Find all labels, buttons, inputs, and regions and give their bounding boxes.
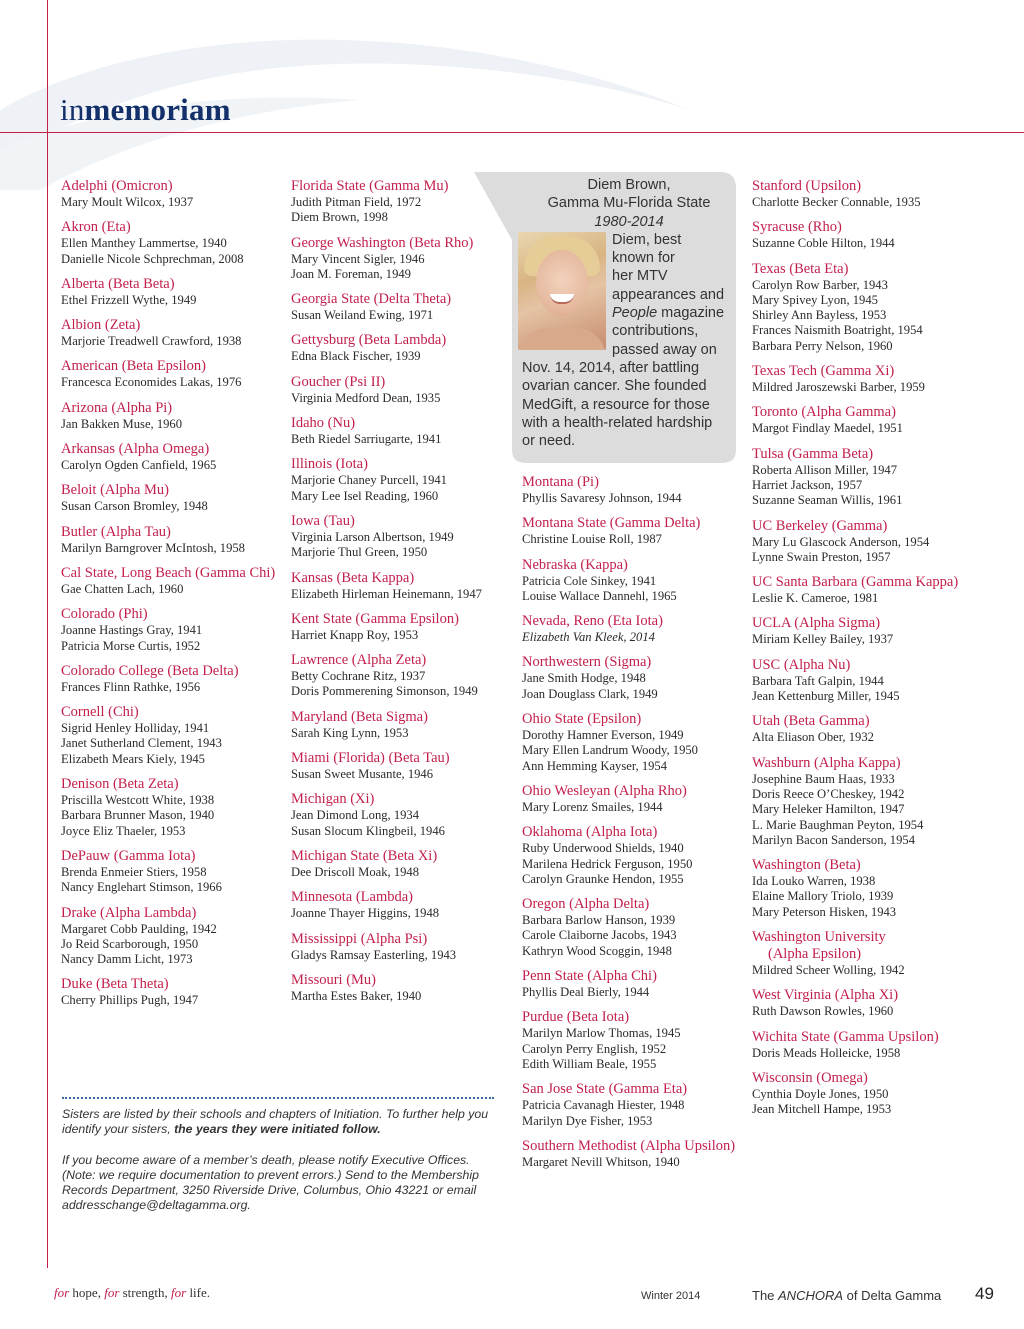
member-name: Judith Pitman Field, 1972 (291, 195, 422, 209)
feature-line: contributions, (612, 323, 699, 340)
member-name: Suzanne Seaman Willis, 1961 (752, 493, 903, 508)
chapter-entry (752, 755, 992, 848)
chapter-heading: Butler (Alpha Tau) (61, 523, 171, 540)
feature-line: appearances and (612, 286, 725, 303)
chapter-entry (752, 518, 992, 566)
member-name: Patricia Cole Sinkey, 1941 (522, 573, 657, 588)
chapter-entry (522, 515, 750, 547)
chapter-entry (752, 657, 992, 705)
chapter-heading: Oklahoma (Alpha Iota) (522, 824, 658, 841)
chapter-heading: Kent State (Gamma Epsilon) (291, 610, 459, 627)
chapter-entry (291, 889, 519, 921)
chapter-heading: Washburn (Alpha Kappa) (752, 754, 901, 771)
chapter-heading: Illinois (Iota) (291, 456, 368, 473)
member-name: Gae Chatten Lach, 1960 (61, 581, 184, 596)
member-name: Sigrid Henley Holliday, 1941 (61, 721, 210, 736)
chapter-entry (752, 857, 992, 920)
chapter-heading: Arizona (Alpha Pi) (61, 399, 173, 416)
tagline: for hope, for strength, for life. (54, 1285, 211, 1300)
chapter-entry (61, 358, 289, 390)
member-name: Mary Vincent Sigler, 1946 (291, 251, 425, 266)
member-name: Francesca Economides Lakas, 1976 (61, 375, 242, 390)
member-name: Mary Ellen Landrum Woody, 1950 (522, 743, 698, 758)
member-name: Joyce Eliz Thaeler, 1953 (61, 823, 186, 838)
member-name: Jean Mitchell Hampe, 1953 (752, 1102, 892, 1117)
chapter-entry (522, 783, 750, 815)
chapter-heading: Montana State (Gamma Delta) (522, 515, 701, 532)
chapter-heading: Missouri (Mu) (291, 971, 376, 988)
member-name: Joan M. Foreman, 1949 (291, 266, 411, 281)
header-rule (0, 132, 1024, 133)
chapter-heading: Colorado College (Beta Delta) (61, 662, 239, 679)
chapter-entry (291, 709, 519, 741)
chapter-entry (522, 1081, 750, 1129)
member-name: Louise Wallace Dannehl, 1965 (522, 588, 677, 603)
chapter-heading: Duke (Beta Theta) (61, 976, 169, 993)
member-name: Nancy Damm Licht, 1973 (61, 952, 193, 967)
member-name: Jo Reid Scarborough, 1950 (61, 936, 199, 951)
member-name: Harriet Jackson, 1957 (752, 477, 863, 492)
chapter-entry (291, 570, 519, 602)
feature-line: passed away on (612, 341, 717, 358)
member-name: Marilyn Barngrover McIntosh, 1958 (61, 540, 245, 555)
member-name: Elizabeth Mears Kiely, 1945 (61, 751, 205, 766)
member-name: Janet Sutherland Clement, 1943 (61, 736, 222, 751)
feature-text (480, 176, 740, 450)
member-name: Marilyn Dye Fisher, 1953 (522, 1113, 653, 1128)
member-name: Barbara Brunner Mason, 1940 (61, 808, 215, 823)
feature-line: Diem, best (612, 231, 682, 248)
chapter-entry (522, 474, 750, 506)
member-name: Mary Peterson Hisken, 1943 (752, 904, 897, 919)
member-name: Carole Claiborne Jacobs, 1943 (522, 928, 677, 943)
member-name: Elaine Mallory Triolo, 1939 (752, 889, 894, 904)
member-name: Barbara Taft Galpin, 1944 (752, 673, 884, 688)
feature-line: or need. (522, 433, 576, 450)
issue-season: Winter 2014 (641, 1290, 701, 1302)
chapter-entry (61, 976, 289, 1008)
member-name: Marilyn Marlow Thomas, 1945 (522, 1026, 681, 1041)
chapter-entry (61, 482, 289, 514)
chapter-heading: UCLA (Alpha Sigma) (752, 615, 881, 632)
member-name: Charlotte Becker Connable, 1935 (752, 195, 921, 209)
chapter-entry (522, 613, 750, 645)
chapter-entry (522, 1138, 750, 1170)
member-name: Beth Riedel Sarriugarte, 1941 (291, 432, 442, 447)
member-name: Patricia Morse Curtis, 1952 (61, 638, 201, 653)
chapter-heading: Michigan State (Beta Xi) (291, 847, 438, 864)
chapter-entry (61, 178, 289, 210)
chapter-entry (752, 363, 992, 395)
chapter-heading: UC Berkeley (Gamma) (752, 517, 888, 534)
member-name: Elizabeth Hirleman Heinemann, 1947 (291, 586, 482, 601)
member-name: Brenda Enmeier Stiers, 1958 (61, 864, 207, 879)
member-name: Josephine Baum Haas, 1933 (752, 771, 895, 786)
chapter-entry (522, 968, 750, 1000)
member-name: Susan Slocum Klingbeil, 1946 (291, 823, 445, 838)
member-name: Mary Moult Wilcox, 1937 (61, 195, 194, 209)
chapter-heading: USC (Alpha Nu) (752, 656, 851, 673)
member-name: Mary Lorenz Smailes, 1944 (522, 799, 663, 814)
chapter-entry (522, 824, 750, 887)
chapter-heading: Colorado (Phi) (61, 606, 148, 623)
member-name: Dee Driscoll Moak, 1948 (291, 864, 420, 879)
chapter-heading: Purdue (Beta Iota) (522, 1009, 630, 1026)
notes-paragraph-1: Sisters are listed by their schools and chapters of Initiation. To further help you identify your sisters, the years they were initiated follow. (62, 1107, 489, 1137)
chapter-entry (61, 848, 289, 896)
member-name: Mary Lee Isel Reading, 1960 (291, 488, 439, 503)
margin-rule (47, 0, 48, 1268)
chapter-entry (752, 404, 992, 436)
member-name: Ruth Dawson Rowles, 1960 (752, 1004, 894, 1019)
member-name: Susan Weiland Ewing, 1971 (291, 308, 434, 323)
chapter-heading: Washington (Beta) (752, 857, 861, 874)
chapter-heading: Southern Methodist (Alpha Upsilon) (522, 1137, 736, 1154)
chapter-heading: Nevada, Reno (Eta Iota) (522, 613, 663, 630)
chapter-heading-cont: (Alpha Epsilon) (768, 946, 862, 963)
feature-line: with a health-related hardship (522, 414, 713, 431)
chapter-entry (522, 1009, 750, 1072)
chapter-entry (752, 713, 992, 745)
chapter-heading: Denison (Beta Zeta) (61, 776, 179, 793)
chapter-entry (522, 557, 750, 605)
chapter-heading: UC Santa Barbara (Gamma Kappa) (752, 574, 959, 591)
chapter-heading: Florida State (Gamma Mu) (291, 178, 449, 194)
chapter-heading: Cornell (Chi) (61, 704, 139, 721)
chapter-heading: Ohio Wesleyan (Alpha Rho) (522, 782, 687, 799)
chapter-entry (291, 513, 519, 561)
member-name: Roberta Allison Miller, 1947 (752, 462, 898, 477)
member-name: Doris Meads Holleicke, 1958 (752, 1045, 901, 1060)
chapter-entry (61, 524, 289, 556)
chapter-entry (752, 615, 992, 647)
chapter-entry (291, 611, 519, 643)
member-name: Cherry Phillips Pugh, 1947 (61, 993, 199, 1008)
member-name: Mary Spivey Lyon, 1945 (752, 292, 878, 307)
feature-years: 1980-2014 (594, 213, 664, 230)
chapter-heading: Tulsa (Gamma Beta) (752, 445, 874, 462)
member-name: Barbara Perry Nelson, 1960 (752, 338, 893, 353)
chapter-entry (291, 652, 519, 700)
chapter-entry (291, 972, 519, 1004)
member-name: Barbara Barlow Hanson, 1939 (522, 913, 676, 928)
chapter-heading: Goucher (Psi II) (291, 373, 386, 390)
member-name: Joanne Thayer Higgins, 1948 (291, 906, 440, 921)
chapter-heading: Drake (Alpha Lambda) (61, 904, 197, 921)
feature-line: known for (612, 250, 675, 267)
chapter-heading: Washington University (752, 929, 886, 946)
chapter-heading: Albion (Zeta) (61, 317, 141, 334)
chapter-heading: Toronto (Alpha Gamma) (752, 404, 896, 421)
member-name: Doris Pommerening Simonson, 1949 (291, 684, 478, 699)
feature-chapter: Gamma Mu-Florida State (547, 195, 711, 212)
feature-line: Nov. 14, 2014, after battling (522, 359, 700, 376)
member-name: Jean Dimond Long, 1934 (291, 808, 420, 823)
member-name: Cynthia Doyle Jones, 1950 (752, 1086, 889, 1101)
chapter-entry (752, 987, 992, 1019)
member-name: Kathryn Wood Scoggin, 1948 (522, 943, 672, 958)
chapter-heading: Northwestern (Sigma) (522, 654, 652, 671)
member-name: Carolyn Graunke Hendon, 1955 (522, 871, 684, 886)
chapter-entry (752, 261, 992, 354)
member-name: Jean Kettenburg Miller, 1945 (752, 689, 900, 704)
chapter-heading: Montana (Pi) (522, 474, 599, 490)
member-name: Danielle Nicole Schprechman, 2008 (61, 251, 244, 266)
member-name: Marjorie Treadwell Crawford, 1938 (61, 334, 242, 349)
chapter-entry (61, 441, 289, 473)
chapter-heading: Cal State, Long Beach (Gamma Chi) (61, 564, 276, 581)
chapter-heading: DePauw (Gamma Iota) (61, 847, 196, 864)
member-name: Nancy Englehart Stimson, 1966 (61, 880, 222, 895)
feature-line: MedGift, a resource for those (522, 396, 710, 413)
member-name: Shirley Ann Bayless, 1953 (752, 308, 887, 323)
chapter-heading: George Washington (Beta Rho) (291, 234, 474, 251)
member-name: Joan Douglass Clark, 1949 (522, 686, 658, 701)
member-name: Susan Sweet Musante, 1946 (291, 767, 434, 782)
member-name: Sarah King Lynn, 1953 (291, 725, 409, 740)
chapter-heading: Adelphi (Omicron) (61, 178, 173, 194)
chapter-heading: Idaho (Nu) (291, 415, 356, 432)
magazine-title: The ANCHORA of Delta Gamma (752, 1288, 942, 1303)
member-name: Carolyn Perry English, 1952 (522, 1041, 667, 1056)
member-name: Harriet Knapp Roy, 1953 (291, 627, 419, 642)
chapter-heading: Beloit (Alpha Mu) (61, 482, 169, 499)
chapter-heading: Utah (Beta Gamma) (752, 713, 870, 730)
member-name: Ruby Underwood Shields, 1940 (522, 841, 684, 856)
chapter-entry (522, 654, 750, 702)
chapter-heading: Nebraska (Kappa) (522, 556, 628, 573)
member-name: Doris Reece O’Cheskey, 1942 (752, 786, 905, 801)
chapter-entry (61, 776, 289, 839)
chapter-heading: Michigan (Xi) (291, 791, 375, 808)
chapter-entry (61, 400, 289, 432)
member-name: Alta Eliason Ober, 1932 (752, 730, 874, 745)
chapter-entry (291, 848, 519, 880)
chapter-heading: San Jose State (Gamma Eta) (522, 1081, 688, 1098)
chapter-heading: Alberta (Beta Beta) (61, 275, 175, 292)
chapter-heading: Texas (Beta Eta) (752, 260, 849, 277)
member-name: Virginia Medford Dean, 1935 (291, 390, 441, 405)
feature-line: her MTV (612, 268, 668, 285)
chapter-heading: Ohio State (Epsilon) (522, 711, 642, 728)
member-name: Elizabeth Van Kleek, 2014 (522, 630, 655, 645)
feature-line: ovarian cancer. She founded (522, 378, 707, 395)
chapter-entry (61, 704, 289, 767)
member-name: Margaret Nevill Whitson, 1940 (522, 1154, 680, 1169)
chapter-heading: Wichita State (Gamma Upsilon) (752, 1028, 939, 1045)
member-name: L. Marie Baughman Peyton, 1954 (752, 817, 924, 832)
member-name: Carolyn Ogden Canfield, 1965 (61, 458, 217, 473)
chapter-entry (61, 663, 289, 695)
chapter-entry (752, 574, 992, 606)
chapter-heading: American (Beta Epsilon) (61, 358, 206, 375)
member-name: Margaret Cobb Paulding, 1942 (61, 921, 217, 936)
chapter-entry (291, 750, 519, 782)
member-name: Ann Hemming Kayser, 1954 (522, 758, 668, 773)
chapter-heading: Kansas (Beta Kappa) (291, 569, 415, 586)
member-name: Joanne Hastings Gray, 1941 (61, 623, 203, 638)
member-name: Martha Estes Baker, 1940 (291, 988, 422, 1003)
chapter-heading: Mississippi (Alpha Psi) (291, 930, 428, 947)
chapter-heading: Wisconsin (Omega) (752, 1069, 868, 1086)
chapter-entry (61, 565, 289, 597)
chapter-entry (522, 711, 750, 774)
member-name: Margot Findlay Maedel, 1951 (752, 421, 903, 436)
chapter-entry (752, 929, 992, 978)
chapter-entry (291, 791, 519, 839)
chapter-heading: West Virginia (Alpha Xi) (752, 987, 899, 1004)
member-name: Mildred Scheer Wolling, 1942 (752, 963, 905, 978)
chapter-heading: Syracuse (Rho) (752, 219, 842, 236)
feature-line: People magazine (612, 305, 725, 322)
column-4 (752, 178, 992, 1127)
chapter-entry (61, 219, 289, 267)
member-name: Leslie K. Cameroe, 1981 (752, 591, 879, 606)
chapter-entry (61, 606, 289, 654)
chapter-heading: Miami (Florida) (Beta Tau) (291, 750, 450, 767)
member-name: Marilena Hedrick Ferguson, 1950 (522, 856, 693, 871)
member-name: Mary Heleker Hamilton, 1947 (752, 802, 905, 817)
member-name: Marjorie Thul Green, 1950 (291, 545, 428, 560)
member-name: Ellen Manthey Lammertse, 1940 (61, 236, 227, 251)
member-name: Susan Carson Bromley, 1948 (61, 499, 208, 514)
chapter-entry (291, 931, 519, 963)
member-name: Dorothy Hamner Everson, 1949 (522, 728, 684, 743)
member-name: Marjorie Chaney Purcell, 1941 (291, 473, 447, 488)
member-name: Phyllis Deal Bierly, 1944 (522, 985, 650, 1000)
member-name: Frances Naismith Boatright, 1954 (752, 323, 923, 338)
member-name: Ida Louko Warren, 1938 (752, 874, 876, 889)
chapter-heading: Akron (Eta) (61, 219, 131, 236)
chapter-heading: Arkansas (Alpha Omega) (61, 441, 210, 458)
member-name: Phyllis Savaresy Johnson, 1944 (522, 491, 682, 505)
page-title: inmemoriam (60, 92, 231, 127)
member-name: Virginia Larson Albertson, 1949 (291, 529, 454, 544)
column-1 (61, 178, 289, 1018)
chapter-heading: Oregon (Alpha Delta) (522, 896, 650, 913)
notes-paragraph-2: If you become aware of a member’s death, please notify Executive Offices. (Note: we require documentation to prevent errors.) Send to the Membership Records Department, 3250 Riverside Drive, Columbus, Ohio 43221 or email addresschange@deltagamma.org. (62, 1152, 479, 1213)
chapter-entry (752, 219, 992, 251)
member-name: Jane Smith Hodge, 1948 (522, 671, 646, 686)
chapter-heading: Penn State (Alpha Chi) (522, 968, 657, 985)
member-name: Marilyn Bacon Sanderson, 1954 (752, 832, 915, 847)
chapter-heading: Lawrence (Alpha Zeta) (291, 652, 427, 669)
chapter-entry (61, 905, 289, 968)
chapter-heading: Maryland (Beta Sigma) (291, 708, 428, 725)
member-name: Patricia Cavanagh Hiester, 1948 (522, 1098, 685, 1113)
page-number: 49 (975, 1284, 994, 1303)
member-name: Gladys Ramsay Easterling, 1943 (291, 947, 457, 962)
chapter-entry (61, 276, 289, 308)
chapter-heading: Minnesota (Lambda) (291, 889, 414, 906)
chapter-heading: Gettysburg (Beta Lambda) (291, 332, 447, 349)
chapter-heading: Stanford (Upsilon) (752, 178, 862, 194)
chapter-heading: Texas Tech (Gamma Xi) (752, 363, 895, 380)
chapter-entry (752, 1029, 992, 1061)
chapter-entry (752, 178, 992, 210)
member-name: Miriam Kelley Bailey, 1937 (752, 632, 894, 647)
member-name: Jan Bakken Muse, 1960 (61, 416, 183, 431)
notes-divider (62, 1097, 494, 1099)
member-name: Mildred Jaroszewski Barber, 1959 (752, 380, 925, 395)
feature-name: Diem Brown, (587, 177, 671, 193)
chapter-entry (61, 317, 289, 349)
notes (62, 1107, 498, 1229)
member-name: Ethel Frizzell Wythe, 1949 (61, 292, 197, 307)
column-3 (522, 474, 750, 1179)
member-name: Betty Cochrane Ritz, 1937 (291, 669, 426, 684)
member-name: Lynne Swain Preston, 1957 (752, 549, 891, 564)
member-name: Carolyn Row Barber, 1943 (752, 277, 888, 292)
chapter-heading: Georgia State (Delta Theta) (291, 291, 452, 308)
member-name: Frances Flinn Rathke, 1956 (61, 679, 201, 694)
chapter-entry (752, 1070, 992, 1118)
chapter-entry (752, 446, 992, 509)
member-name: Mary Lu Glascock Anderson, 1954 (752, 534, 930, 549)
member-name: Edna Black Fischer, 1939 (291, 349, 421, 364)
chapter-entry (522, 896, 750, 959)
member-name: Edith William Beale, 1955 (522, 1056, 657, 1071)
member-name: Priscilla Westcott White, 1938 (61, 793, 215, 808)
member-name: Christine Louise Roll, 1987 (522, 532, 662, 547)
member-name: Diem Brown, 1998 (291, 210, 388, 225)
member-name: Suzanne Coble Hilton, 1944 (752, 236, 895, 251)
chapter-heading: Iowa (Tau) (291, 512, 355, 529)
portrait-photo (518, 232, 606, 350)
